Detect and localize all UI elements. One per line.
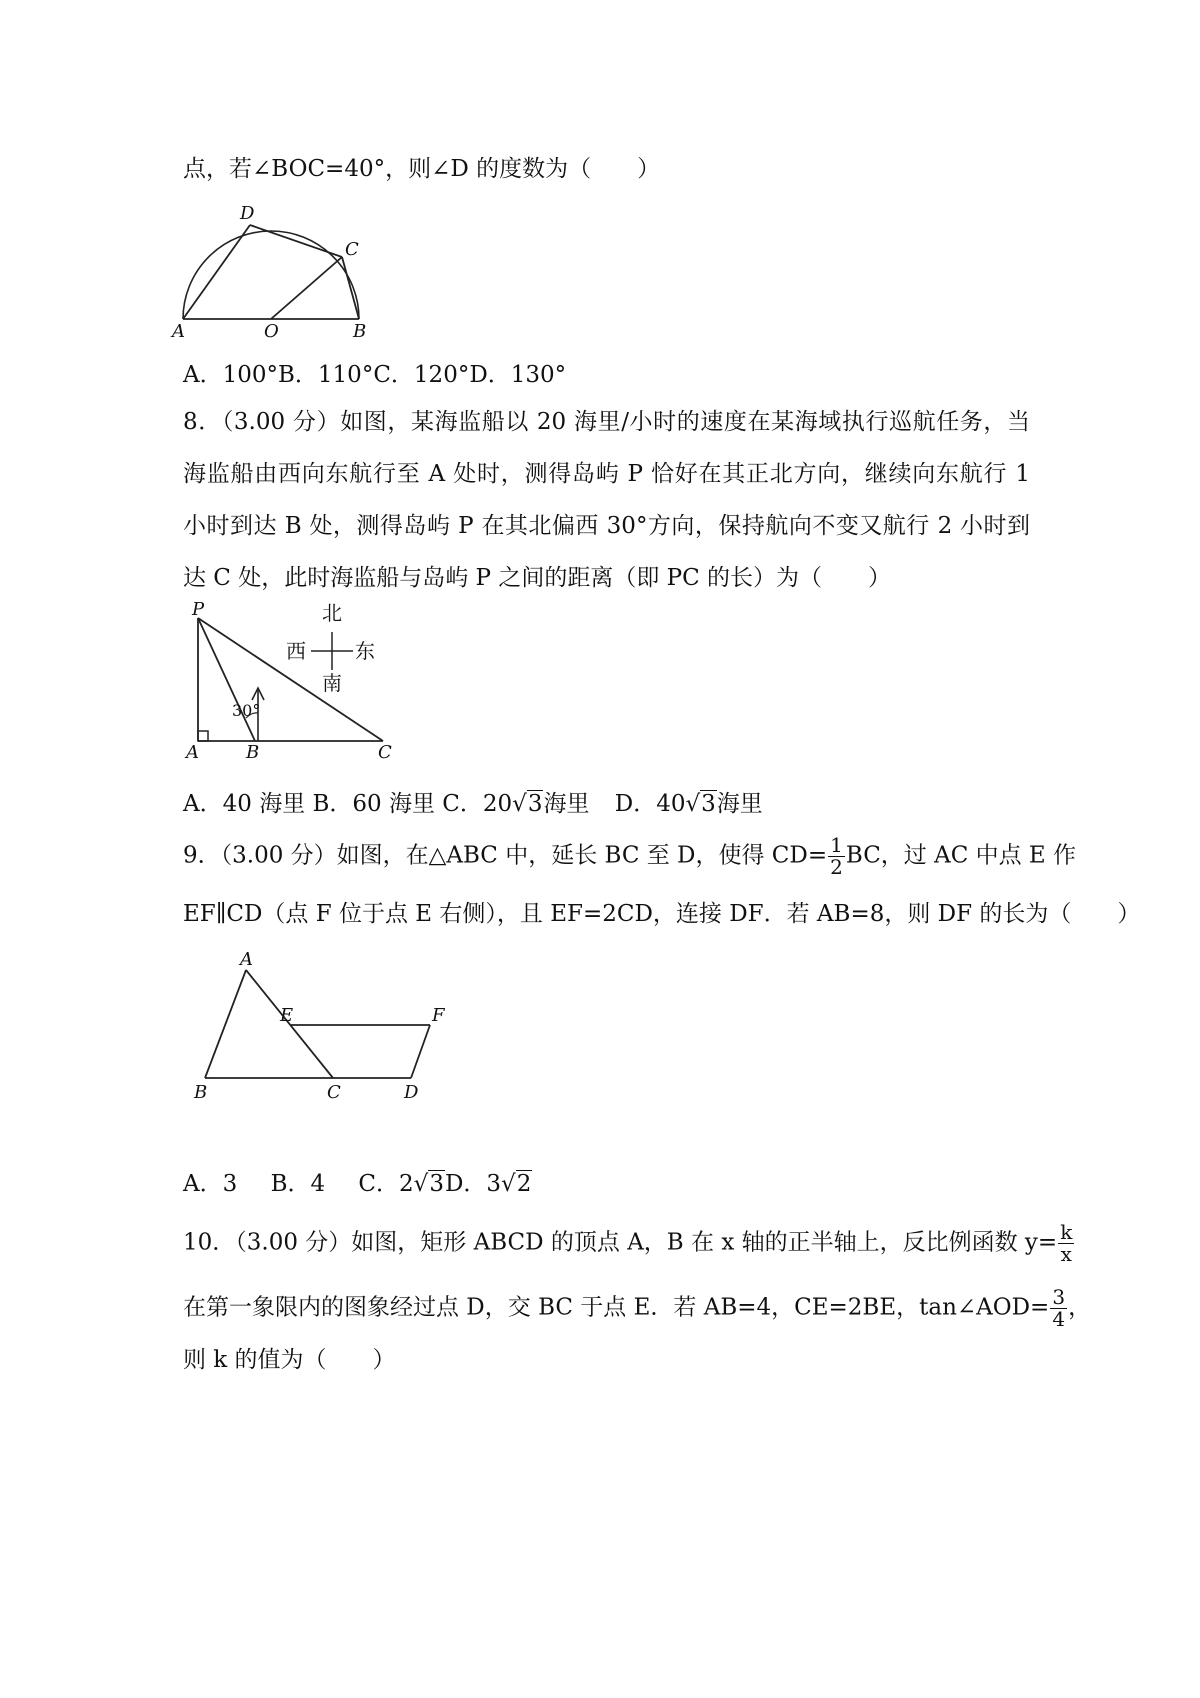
q8-stem-line-2: 海监船由西向东航行至 A 处时，测得岛屿 P 恰好在其正北方向，继续向东航行 1 bbox=[183, 461, 1030, 487]
q9-option-c-radicand: 3 bbox=[429, 1171, 444, 1197]
q8-navigation-figure bbox=[180, 600, 420, 760]
q8-option-b[interactable]: B．60 海里 bbox=[312, 791, 435, 817]
q8-compass-east: 东 bbox=[355, 639, 375, 663]
q9-option-d[interactable] bbox=[445, 1167, 532, 1201]
q7-label-a: A bbox=[172, 321, 185, 342]
q8-compass-south: 南 bbox=[322, 671, 342, 695]
q10-stem-line-2-suffix: ， bbox=[1068, 1294, 1092, 1321]
q9-fraction-numerator: 1 bbox=[830, 833, 843, 857]
q8-compass-west: 西 bbox=[286, 639, 306, 663]
q8-stem-line-3: 小时到达 B 处，测得岛屿 P 在其北偏西 30°方向，保持航向不变又航行 2 小时到 bbox=[183, 513, 1030, 539]
q9-stem-suffix: BC，过 AC 中点 E 作 bbox=[845, 842, 1077, 869]
q7-label-c: C bbox=[345, 239, 359, 260]
q10-fraction-three-quarters bbox=[1050, 1287, 1067, 1330]
q10-stem-line-1 bbox=[183, 1220, 1073, 1266]
q8-label-c: C bbox=[378, 742, 392, 760]
q7-semicircle-figure bbox=[170, 195, 400, 345]
q8-options bbox=[183, 787, 763, 821]
q9-label-e: E bbox=[280, 1005, 294, 1026]
q7-chord-dc bbox=[250, 225, 342, 257]
q8-stem-line-4: 达 C 处，此时海监船与岛屿 P 之间的距离（即 PC 的长）为（ ） bbox=[183, 565, 892, 591]
q7-option-c[interactable]: C．120° bbox=[373, 362, 470, 388]
q9-segment-ab bbox=[205, 970, 246, 1078]
q9-option-c-sqrt: √3 bbox=[413, 1171, 444, 1197]
q7-radius-oc bbox=[271, 257, 342, 319]
q7-label-d: D bbox=[240, 203, 255, 224]
q9-stem-line-2: EF∥CD（点 F 位于点 E 右侧），且 EF=2CD，连接 DF．若 AB=8，则 DF 的长为（ ） bbox=[183, 901, 1141, 927]
q7-stem: 点，若∠BOC=40°，则∠D 的度数为（ ） bbox=[183, 156, 661, 182]
q10-stem-line-2-text: 在第一象限内的图象经过点 D，交 BC 于点 E．若 AB=4，CE=2BE，tan∠AOD= bbox=[183, 1294, 1050, 1321]
q8-label-a: A bbox=[186, 742, 199, 760]
q10-fraction-1-denominator: x bbox=[1060, 1242, 1072, 1266]
q9-label-b: B bbox=[194, 1082, 208, 1103]
q9-fraction-half bbox=[828, 835, 845, 878]
q10-stem-line-2 bbox=[183, 1285, 1092, 1331]
q7-option-b[interactable]: B．110° bbox=[278, 362, 374, 388]
q9-options bbox=[183, 1167, 532, 1201]
q7-chord-cb bbox=[342, 257, 359, 319]
q7-chord-ad bbox=[183, 225, 250, 319]
q9-option-c[interactable] bbox=[358, 1167, 445, 1201]
q8-compass-north: 北 bbox=[322, 601, 342, 625]
q9-label-d: D bbox=[404, 1082, 419, 1103]
q9-option-d-radicand: 2 bbox=[516, 1171, 532, 1197]
q7-label-o: O bbox=[264, 321, 279, 342]
q8-option-c[interactable] bbox=[442, 787, 589, 821]
q9-option-d-sqrt: √2 bbox=[501, 1171, 532, 1197]
q7-option-d[interactable]: D．130° bbox=[469, 362, 567, 388]
q8-option-c-radicand: 3 bbox=[527, 791, 543, 817]
q8-label-b: B bbox=[246, 742, 260, 760]
q8-option-d-prefix: D．40 bbox=[614, 791, 686, 817]
q7-option-a[interactable]: A．100° bbox=[183, 362, 279, 388]
q10-fraction-2-numerator: 3 bbox=[1052, 1285, 1066, 1309]
q7-options bbox=[183, 358, 566, 392]
q9-label-c: C bbox=[327, 1082, 341, 1103]
q8-option-d[interactable] bbox=[615, 787, 763, 821]
q10-stem-prefix: 10．（3.00 分）如图，矩形 ABCD 的顶点 A，B 在 x 轴的正半轴上，反比例函数 y= bbox=[183, 1229, 1058, 1256]
q9-option-b[interactable]: B．4 bbox=[270, 1171, 326, 1197]
q8-option-d-suffix: 海里 bbox=[716, 791, 763, 817]
q8-option-c-prefix: C．20 bbox=[442, 791, 513, 817]
q9-option-c-prefix: C．2 bbox=[358, 1171, 414, 1197]
q9-option-d-prefix: D．3 bbox=[444, 1171, 502, 1197]
q8-option-d-radicand: 3 bbox=[701, 791, 716, 817]
q10-fraction-k-over-x bbox=[1058, 1222, 1074, 1265]
q10-fraction-1-numerator: k bbox=[1060, 1220, 1073, 1244]
q9-triangle-figure bbox=[180, 935, 460, 1120]
q7-semicircle-arc bbox=[183, 231, 359, 319]
q8-option-c-suffix: 海里 bbox=[543, 791, 590, 817]
q8-right-angle-mark bbox=[198, 731, 208, 741]
q8-label-p: P bbox=[192, 600, 205, 620]
q8-option-c-sqrt: √3 bbox=[512, 791, 543, 817]
q9-fraction-denominator: 2 bbox=[830, 855, 843, 879]
q8-angle-label: 30° bbox=[232, 701, 261, 720]
q8-option-a[interactable]: A．40 海里 bbox=[183, 791, 306, 817]
q7-label-b: B bbox=[353, 321, 367, 342]
q9-stem-line-1 bbox=[183, 833, 1077, 879]
q10-stem-line-3: 则 k 的值为（ ） bbox=[183, 1347, 396, 1373]
q9-stem-prefix: 9．（3.00 分）如图，在△ABC 中，延长 BC 至 D，使得 CD= bbox=[183, 842, 828, 869]
q8-stem-line-1: 8．（3.00 分）如图，某海监船以 20 海里/小时的速度在某海域执行巡航任务，当 bbox=[183, 409, 1030, 435]
q9-option-a[interactable]: A．3 bbox=[183, 1171, 238, 1197]
q9-segment-df bbox=[411, 1025, 430, 1078]
q9-label-f: F bbox=[432, 1005, 445, 1026]
q8-option-d-sqrt: √3 bbox=[685, 791, 716, 817]
q9-label-a: A bbox=[240, 949, 253, 970]
q10-fraction-2-denominator: 4 bbox=[1052, 1307, 1066, 1331]
